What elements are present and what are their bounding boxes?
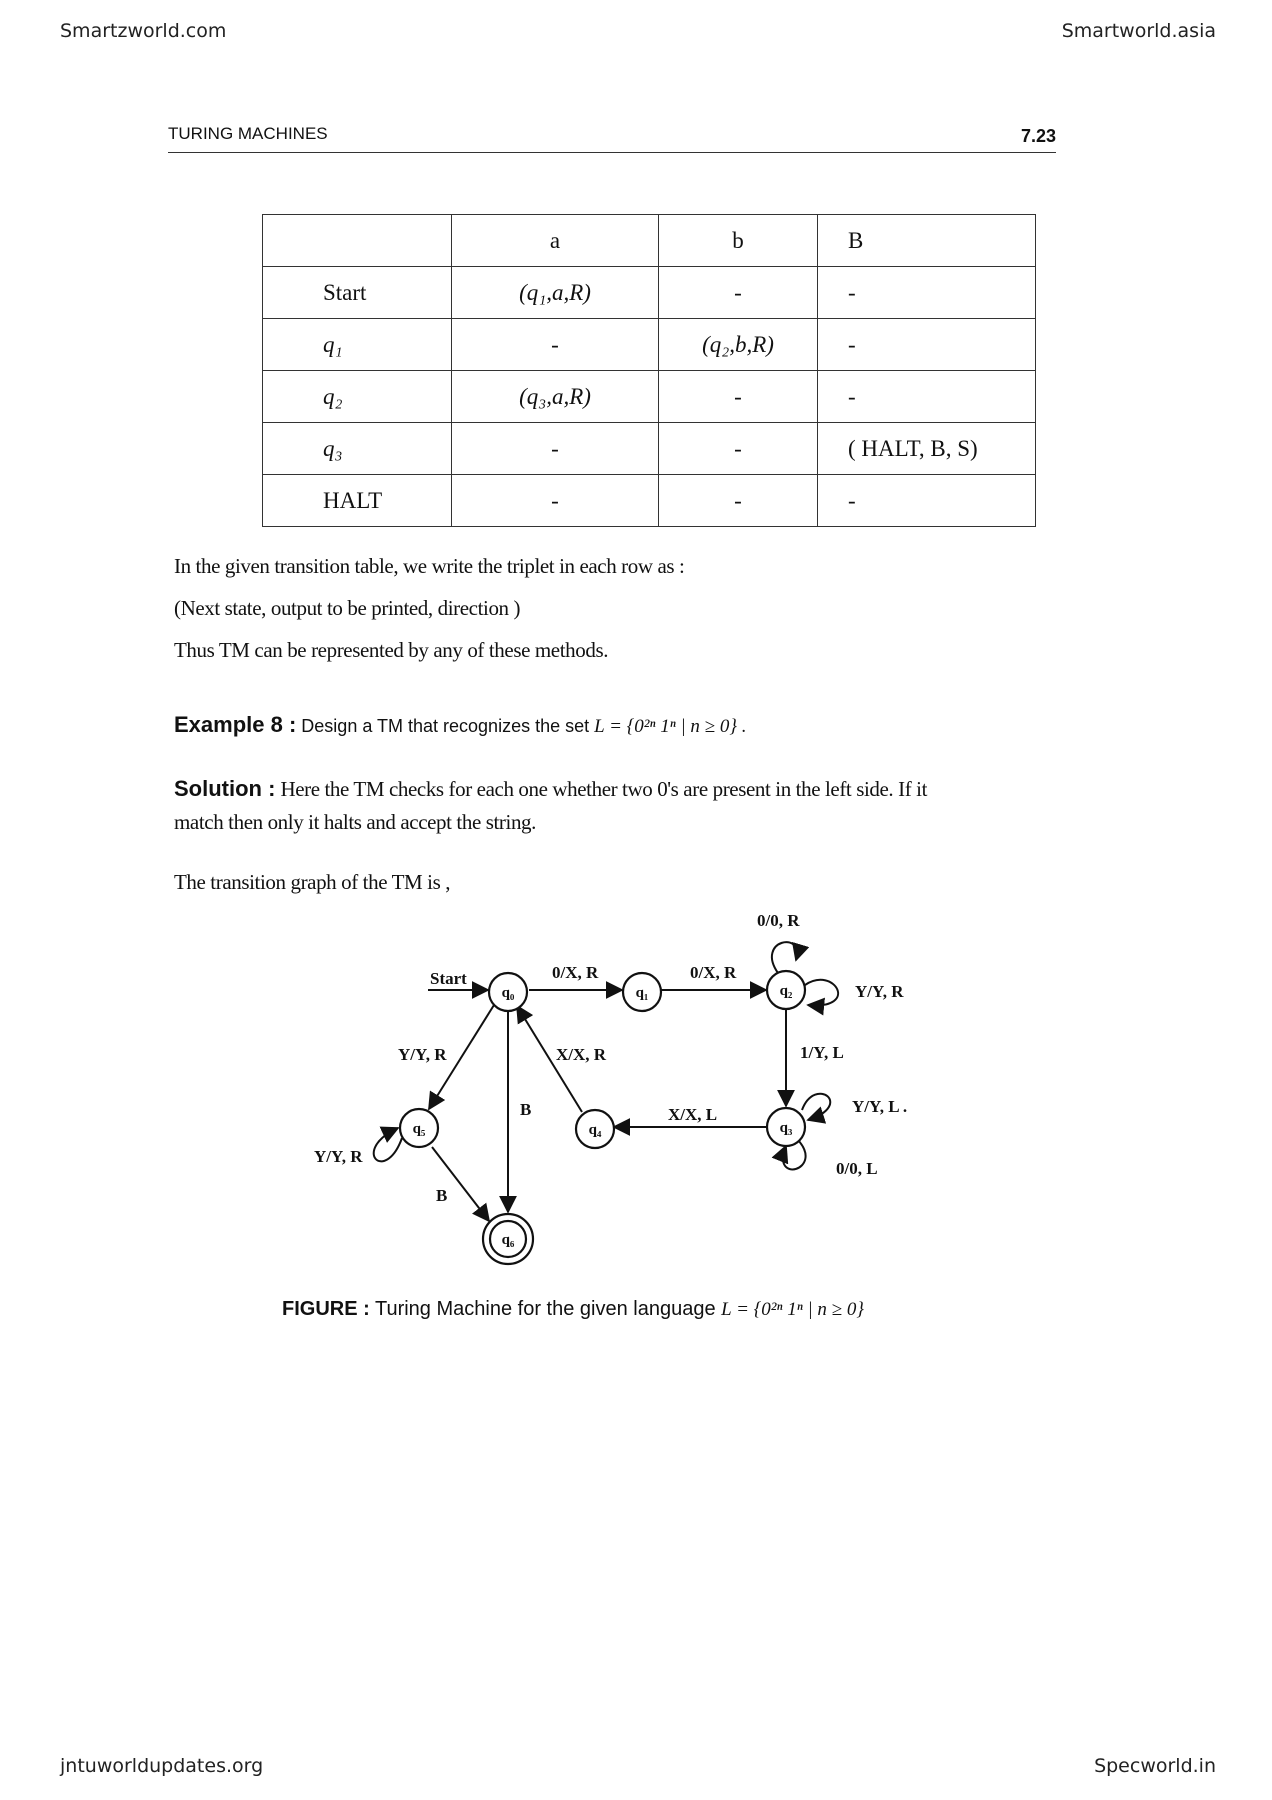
state-label-q2: q₂: [779, 983, 793, 999]
label-q0-q6: B: [520, 1100, 532, 1119]
figure-caption-text: Turing Machine for the given language: [374, 1298, 716, 1320]
table-cell: Start: [263, 267, 452, 319]
solution-label: Solution :: [174, 776, 276, 801]
label-q2-self-right: Y/Y, R: [855, 982, 904, 1001]
example-set: L = {0²ⁿ 1ⁿ | n ≥ 0} .: [594, 716, 747, 737]
solution-line-2: match then only it halts and accept the string.: [174, 810, 537, 834]
label-q3-self-top: Y/Y, L .: [852, 1097, 908, 1116]
state-label-q6: q₆: [501, 1232, 515, 1248]
table-cell: -: [452, 423, 659, 475]
label-q3-q4: X/X, L: [668, 1105, 718, 1124]
table-cell: ( HALT, B, S): [818, 423, 1036, 475]
label-q0-q5: Y/Y, R: [398, 1045, 447, 1064]
label-q5-self: Y/Y, R: [314, 1147, 363, 1166]
table-cell: q₁: [263, 319, 452, 371]
state-label-q5: q₅: [412, 1121, 426, 1137]
loop-q5: [374, 1128, 402, 1161]
table-header-cell: b: [659, 215, 818, 267]
paragraph: In the given transition table, we write the triplet in each row as :: [174, 554, 685, 578]
table-cell: -: [659, 475, 818, 527]
table-cell: -: [818, 319, 1036, 371]
table-header-cell: a: [452, 215, 659, 267]
table-cell: (q₂,b,R): [659, 319, 818, 371]
watermark-bottom-left: jntuworldupdates.org: [60, 1755, 264, 1777]
watermark-bottom-right: Specworld.in: [1094, 1755, 1216, 1777]
loop-q2-top: [772, 942, 797, 973]
table-cell: -: [659, 423, 818, 475]
table-cell: -: [659, 371, 818, 423]
edge-q5-q6: [432, 1147, 489, 1221]
label-q0-q1: 0/X, R: [552, 963, 599, 982]
watermark-top-right: Smartworld.asia: [1061, 20, 1216, 42]
table-cell: -: [452, 475, 659, 527]
figure-label: FIGURE :: [282, 1298, 370, 1320]
label-start: Start: [430, 969, 467, 988]
label-q5-q6: B: [436, 1186, 448, 1205]
table-cell: (q₁,a,R): [452, 267, 659, 319]
example-label: Example 8 :: [174, 712, 297, 737]
table-cell: -: [452, 319, 659, 371]
paragraph: (Next state, output to be printed, direction ): [174, 596, 521, 620]
label-q3-self-bottom: 0/0, L: [836, 1159, 878, 1178]
paragraph: Thus TM can be represented by any of these methods.: [174, 638, 609, 662]
label-q2-self-top: 0/0, R: [757, 911, 800, 930]
graph-intro: The transition graph of the TM is ,: [174, 870, 451, 894]
table-cell: q₃: [263, 423, 452, 475]
label-q2-q3: 1/Y, L: [800, 1043, 844, 1062]
watermark-top-left: Smartzworld.com: [60, 20, 227, 42]
table-cell: -: [818, 267, 1036, 319]
example-text: Design a TM that recognizes the set: [301, 716, 590, 736]
state-label-q4: q₄: [588, 1122, 602, 1138]
table-header-cell: B: [818, 215, 1036, 267]
figure-caption-math: L = {0²ⁿ 1ⁿ | n ≥ 0}: [721, 1299, 864, 1320]
state-label-q3: q₃: [779, 1120, 793, 1136]
solution-text: Here the TM checks for each one whether two 0's are present in the left side. If it: [280, 777, 928, 801]
page-number: 7.23: [1020, 126, 1056, 146]
table-cell: -: [818, 475, 1036, 527]
figure-caption: [282, 1298, 864, 1321]
chapter-title: TURING MACHINES: [168, 124, 328, 143]
table-cell: -: [818, 371, 1036, 423]
state-label-q1: q₁: [635, 985, 649, 1001]
label-q4-q0: X/X, R: [556, 1045, 607, 1064]
table-cell: (q₃,a,R): [452, 371, 659, 423]
label-q1-q2: 0/X, R: [690, 963, 737, 982]
table-cell: HALT: [263, 475, 452, 527]
loop-q3-top: [802, 1094, 830, 1120]
table-cell: q₂: [263, 371, 452, 423]
state-label-q0: q₀: [501, 985, 515, 1001]
loop-q2-right: [805, 980, 838, 1006]
table-cell: -: [659, 267, 818, 319]
